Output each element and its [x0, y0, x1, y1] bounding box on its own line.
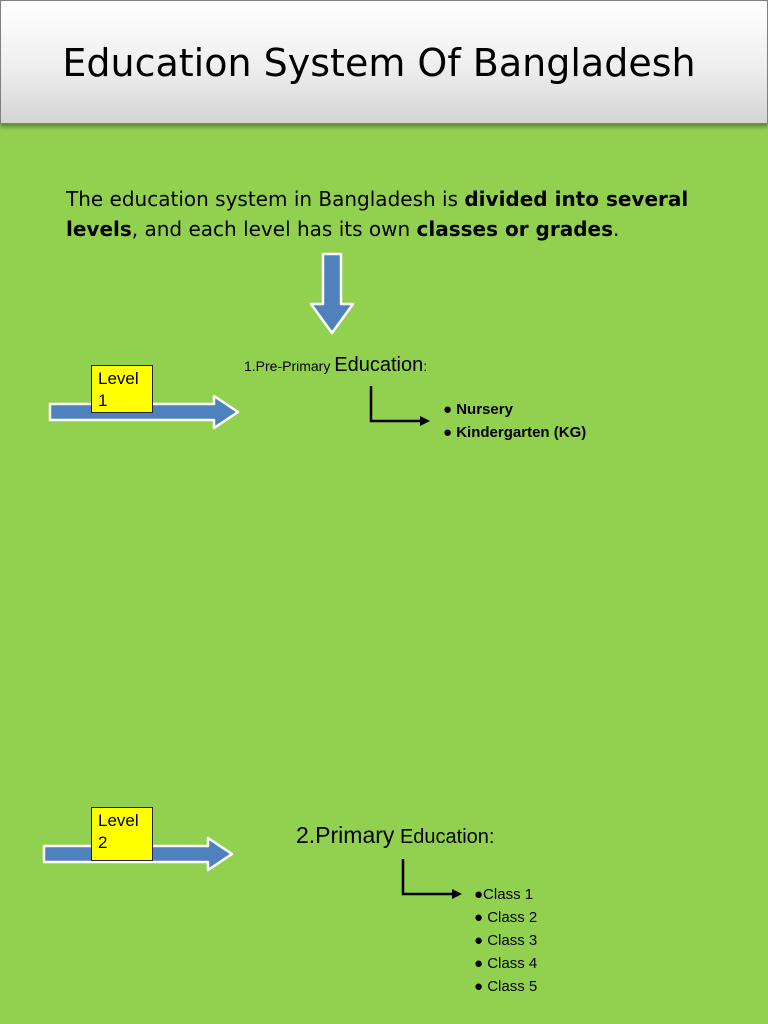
pre-primary-heading-suffix: : — [423, 358, 428, 374]
intro-paragraph — [66, 184, 706, 244]
level-2-badge — [91, 807, 153, 861]
pre-primary-heading-prefix: 1.Pre-Primary — [244, 358, 335, 374]
list-item: ● Kindergarten (KG) — [443, 424, 587, 441]
primary-class-list — [474, 883, 537, 998]
intro-text-1: The education system in Bangladesh is — [66, 187, 465, 211]
down-arrow-icon — [310, 252, 356, 336]
level-2-badge-number: 2 — [98, 833, 108, 852]
title-bar — [0, 0, 768, 124]
intro-bold-2: classes or grades — [416, 217, 613, 241]
intro-bold-1: divided into several levels — [66, 187, 689, 241]
intro-text-2: , and each level has its own — [131, 217, 417, 241]
level-1-badge-number: 1 — [98, 391, 108, 410]
pre-primary-list — [443, 398, 586, 444]
primary-heading — [296, 822, 494, 849]
page-title: Education System Of Bangladesh — [62, 41, 696, 85]
list-item: ● Class 2 — [474, 909, 538, 926]
primary-heading-main: Education: — [394, 826, 495, 848]
pre-primary-heading — [244, 354, 427, 377]
level-1-connector-arrow-icon — [366, 384, 432, 430]
level-2-badge-label: Level — [98, 811, 139, 830]
list-item: ● Class 3 — [474, 932, 538, 949]
level-1-badge-label: Level — [98, 369, 139, 388]
list-item: ● Class 5 — [474, 978, 538, 995]
level-2-connector-arrow-icon — [398, 857, 464, 903]
primary-heading-prefix: 2.Primary — [296, 822, 395, 848]
list-item: ● Class 4 — [474, 955, 538, 972]
list-item: ● Nursery — [443, 401, 513, 418]
level-1-badge — [91, 365, 153, 413]
pre-primary-heading-main: Education — [334, 354, 424, 376]
list-item: ●Class 1 — [474, 886, 534, 903]
intro-text-3: . — [612, 217, 620, 241]
